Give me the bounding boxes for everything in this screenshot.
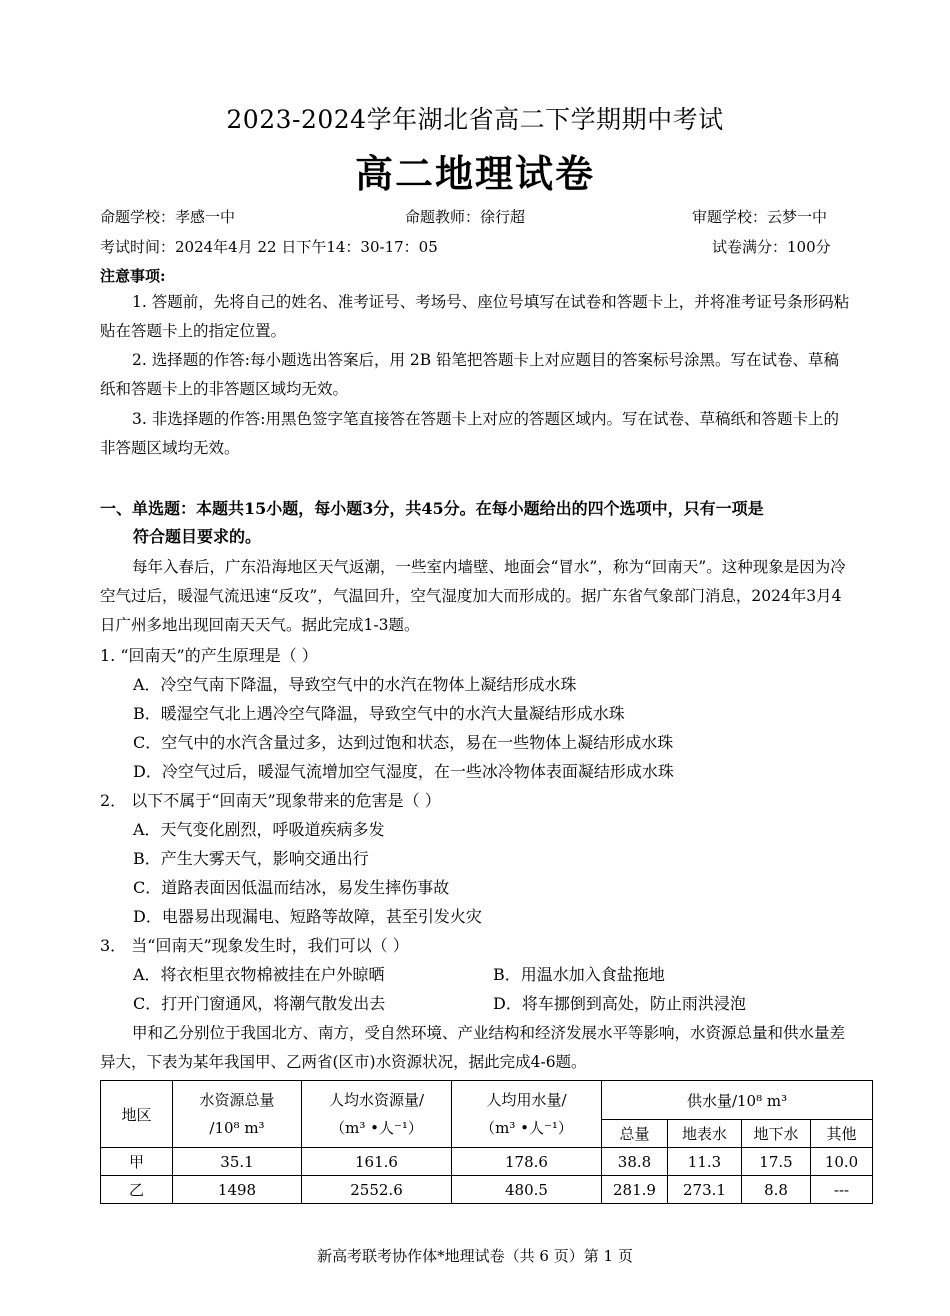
cell-surface: 273.1 xyxy=(668,1176,742,1204)
question-3-stem: 3． 当“回南天”现象发生时，我们可以（ ） xyxy=(100,936,409,955)
section-heading: 一、单选题：本题共15小题，每小题3分，共45分。在每小题给出的四个选项中，只有一项是 xyxy=(100,499,764,518)
cell-ground: 17.5 xyxy=(742,1148,811,1176)
question-1-option-c: C．空气中的水汽含量过多，达到过饱和状态，易在一些物体上凝结形成水珠 xyxy=(133,733,674,752)
question-2-option-b: B．产生大雾天气，影响交通出行 xyxy=(133,849,369,868)
question-1-option-a: A．冷空气南下降温，导致空气中的水汽在物体上凝结形成水珠 xyxy=(133,675,577,694)
exam-subtitle: 高二地理试卷 xyxy=(354,151,595,196)
subheader-surface: 地表水 xyxy=(668,1120,742,1148)
passage-2: 甲和乙分别位于我国北方、南方，受自然环境、产业结构和经济发展水平等影响，水资源总量和供水量差异大，下表为某年我国甲、乙两省(区市)水资源状况，据此完成4-6题。 xyxy=(100,1024,846,1071)
question-2-option-a: A．天气变化剧烈，呼吸道疾病多发 xyxy=(133,820,385,839)
note-item-3: 3. 非选择题的作答:用黑色签字笔直接答在答题卡上对应的答题区域内。写在试卷、草稿纸和答题卡上的非答题区域均无效。 xyxy=(100,410,839,457)
question-3-option-d: D．将车挪倒到高处，防止雨洪浸泡 xyxy=(493,994,746,1013)
header-water-supply: 供水量/10⁸ m³ xyxy=(602,1081,873,1120)
notes-heading: 注意事项: xyxy=(100,267,166,285)
question-3-option-b: B．用温水加入食盐拖地 xyxy=(493,965,665,984)
subheader-other: 其他 xyxy=(811,1120,873,1148)
question-1-option-d: D．冷空气过后，暖湿气流增加空气湿度，在一些冰冷物体表面凝结形成水珠 xyxy=(133,762,674,781)
cell-per-capita: 2552.6 xyxy=(302,1176,452,1204)
passage-1: 每年入春后，广东沿海地区天气返潮，一些室内墙壁、地面会“冒水”，称为“回南天”。这种现象是因为冷空气过后，暖湿气流迅速“反攻”，气温回升，空气湿度加大而形成的。据广东省气象部门消息，2024年3月4日广州多地出现回南天天气。据此完成1-3题。 xyxy=(100,558,846,634)
question-2-option-d: D．电器易出现漏电、短路等故障，甚至引发火灾 xyxy=(133,907,482,926)
cell-other: 10.0 xyxy=(811,1148,873,1176)
water-resource-table xyxy=(100,1080,873,1204)
cell-supply-total: 38.8 xyxy=(602,1148,668,1176)
meta-exam-time: 考试时间：2024年4月 22 日下午14：30-17：05 xyxy=(100,238,438,256)
meta-teacher: 命题教师：徐行超 xyxy=(405,208,526,226)
question-3-option-a: A．将衣柜里衣物棉被挂在户外晾晒 xyxy=(133,965,385,984)
page-footer: 新高考联考协作体*地理试卷（共 6 页）第 1 页 xyxy=(317,1247,633,1265)
meta-review-school: 审题学校：云梦一中 xyxy=(692,208,828,226)
meta-school: 命题学校：孝感一中 xyxy=(100,208,236,226)
cell-use: 178.6 xyxy=(452,1148,602,1176)
cell-surface: 11.3 xyxy=(668,1148,742,1176)
question-2-stem: 2． 以下不属于“回南天”现象带来的危害是（ ） xyxy=(100,791,441,810)
question-3-option-c: C．打开门窗通风，将潮气散发出去 xyxy=(133,994,386,1013)
table-row xyxy=(101,1148,873,1176)
note-item-1: 1. 答题前，先将自己的姓名、准考证号、考场号、座位号填写在试卷和答题卡上，并将准考证号条形码粘贴在答题卡上的指定位置。 xyxy=(100,293,850,340)
question-1-stem: 1. “回南天”的产生原理是（ ） xyxy=(100,646,318,665)
question-1-option-b: B．暖湿空气北上遇冷空气降温，导致空气中的水汽大量凝结形成水珠 xyxy=(133,704,625,723)
subheader-ground: 地下水 xyxy=(742,1120,811,1148)
exam-title: 2023-2024学年湖北省高二下学期期中考试 xyxy=(226,105,724,134)
subheader-total: 总量 xyxy=(602,1120,668,1148)
section-heading-cont: 符合题目要求的。 xyxy=(133,527,262,546)
cell-use: 480.5 xyxy=(452,1176,602,1204)
cell-ground: 8.8 xyxy=(742,1176,811,1204)
cell-total: 1498 xyxy=(173,1176,302,1204)
cell-other: --- xyxy=(811,1176,873,1204)
question-2-option-c: C．道路表面因低温而结冰，易发生摔伤事故 xyxy=(133,878,450,897)
table-row xyxy=(101,1176,873,1204)
cell-region: 乙 xyxy=(101,1176,173,1204)
cell-supply-total: 281.9 xyxy=(602,1176,668,1204)
cell-per-capita: 161.6 xyxy=(302,1148,452,1176)
cell-region: 甲 xyxy=(101,1148,173,1176)
note-item-2: 2. 选择题的作答:每小题选出答案后，用 2B 铅笔把答题卡上对应题目的答案标号涂黑。写在试卷、草稿纸和答题卡上的非答题区域均无效。 xyxy=(100,351,840,398)
header-region: 地区 xyxy=(101,1081,173,1148)
header-per-capita-water: 人均水资源量/ （m³ •人⁻¹） xyxy=(302,1081,452,1148)
header-per-capita-use: 人均用水量/ （m³ •人⁻¹） xyxy=(452,1081,602,1148)
header-total-water: 水资源总量 /10⁸ m³ xyxy=(173,1081,302,1148)
meta-full-score: 试卷满分：100分 xyxy=(712,238,831,256)
cell-total: 35.1 xyxy=(173,1148,302,1176)
